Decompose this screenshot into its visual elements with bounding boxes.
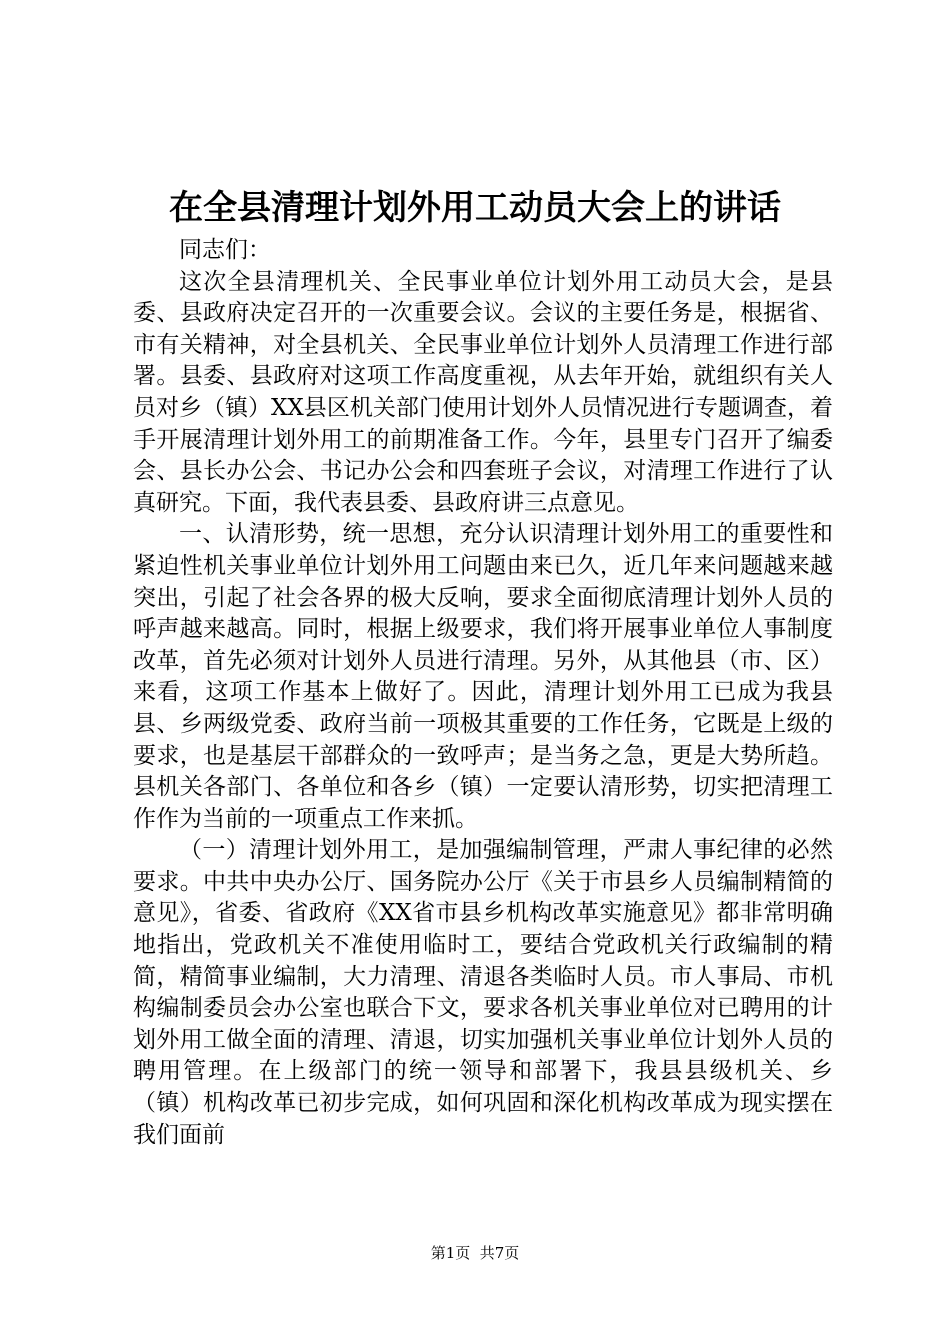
intro-paragraph: 这次全县清理机关、全民事业单位计划外用工动员大会，是县委、县政府决定召开的一次重要会议。会议的主要任务是，根据省、市有关精神，对全县机关、全民事业单位计划外人员清理工作进行部署。县委、县政府对这项工作高度重视，从去年开始，就组织有关人员对乡（镇）XX县区机关部门使用计划外人员情况进行专题调查，着手开展清理计划外用工的前期准备工作。今年，县里专门召开了编委会、县长办公会、书记办公会和四套班子会议，对清理工作进行了认真研究。下面，我代表县委、县政府讲三点意见。 [133, 268, 833, 516]
page-footer [0, 1243, 950, 1263]
subsection-one-paragraph: （一）清理计划外用工，是加强编制管理，严肃人事纪律的必然要求。中共中央办公厅、国务院办公厅《关于市县乡人员编制精简的意见》，省委、省政府《XX省市县乡机构改革实施意见》都非常明确地指出，党政机关不准使用临时工，要结合党政机关行政编制的精简，精简事业编制，大力清理、清退各类临时人员。市人事局、市机构编制委员会办公室也联合下文，要求各机关事业单位对已聘用的计划外用工做全面的清理、清退，切实加强机关事业单位计划外人员的聘用管理。在上级部门的统一领导和部署下，我县县级机关、乡（镇）机构改革已初步完成，如何巩固和深化机构改革成为现实摆在我们面前 [133, 837, 833, 1148]
document-title: 在全县清理计划外用工动员大会上的讲话 [169, 188, 781, 228]
document-body [133, 235, 833, 1151]
page-number-label: 第1页 共7页 [430, 1244, 520, 1262]
section-one-paragraph: 一、认清形势，统一思想，充分认识清理计划外用工的重要性和紧迫性机关事业单位计划外用工问题由来已久，近几年来问题越来越突出，引起了社会各界的极大反响，要求全面彻底清理计划外人员的呼声越来越高。同时，根据上级要求，我们将开展事业单位人事制度改革，首先必须对计划外人员进行清理。另外，从其他县（市、区）来看，这项工作基本上做好了。因此，清理计划外用工已成为我县县、乡两级党委、政府当前一项极其重要的工作任务，它既是上级的要求，也是基层干部群众的一致呼声；是当务之急，更是大势所趋。县机关各部门、各单位和各乡（镇）一定要认清形势，切实把清理工作作为当前的一项重点工作来抓。 [133, 521, 833, 832]
salutation-paragraph: 同志们： [179, 237, 271, 263]
